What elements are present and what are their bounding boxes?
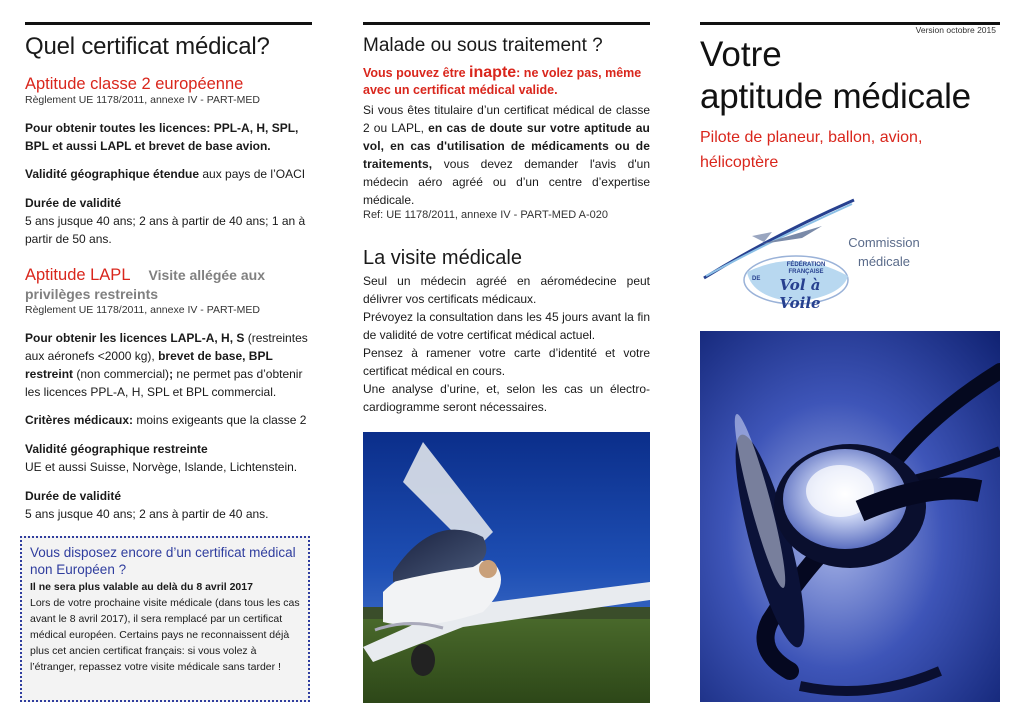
visite-paragraph-4: Une analyse d’urine, et, selon les cas un électro-cardiogramme seront nécessaires.: [363, 382, 650, 414]
lapl-licences-part3: brevet de base, BPL restreint: [25, 349, 273, 381]
lapl-criteres: [25, 411, 325, 429]
section-title-visite: La visite médicale: [363, 247, 522, 269]
cover-title: [700, 34, 1000, 118]
lapl-criteres-value: moins exigeants que la classe 2: [133, 413, 307, 427]
classe2-licences: Pour obtenir toutes les licences: PPL-A, H, SPL, BPL et aussi LAPL et brevet de base avion.: [25, 121, 299, 153]
lapl-licences-part5: ;: [169, 367, 174, 381]
visite-paragraph-3: Pensez à ramener votre carte d’identité et votre certificat médical en cours.: [363, 346, 650, 378]
lapl-licences-part2: (restreintes aux aéronefs <2000 kg),: [25, 331, 308, 363]
malade-ref: Ref: UE 1178/2011, annexe IV - PART-MED A-020: [363, 209, 608, 221]
lapl-licences-part6: ne permet pas d’obtenir les licences PPL-A, H, SPL et BPL commercial.: [25, 367, 303, 399]
classe2-duree-text: 5 ans jusque 40 ans; 2 ans à partir de 40 ans; 1 an à partir de 50 ans.: [25, 214, 306, 246]
lapl-criteres-label: Critères médicaux:: [25, 413, 134, 427]
lapl-regulation: Règlement UE 1178/2011, annexe IV - PART-MED: [25, 304, 261, 316]
classe2-duree-title: Durée de validité: [25, 196, 122, 210]
visite-paragraph-2: Prévoyez la consultation dans les 45 jours avant la fin de validité de votre certificat médical actuel.: [363, 310, 650, 342]
malade-warning-part1: Vous pouvez être: [363, 66, 470, 80]
logo-vol-a-voile: Vol à Voile: [779, 276, 821, 312]
lapl-licences-part1: Pour obtenir les licences LAPL-A, H, S: [25, 331, 245, 345]
version-label: Version octobre 2015: [915, 25, 996, 35]
visite-paragraph-1: Seul un médecin agréé en aéromédecine peut délivrer vos certificats médicaux.: [363, 274, 650, 306]
commission-label: [838, 233, 930, 271]
lapl-duree-text: 5 ans jusque 40 ans; 2 ans à partir de 40 ans.: [25, 507, 269, 521]
classe2-geo: [25, 165, 325, 183]
malade-text-part1: Si vous êtes titulaire d’un certificat médical de classe 2 ou LAPL,: [363, 103, 650, 135]
inset-text: Lors de votre prochaine visite médicale (dans tous les cas avant le 8 avril 2017), il sera remplacé par un certificat médical européen. Certains pays ne reconnaissent déjà plus cet ancien certificat français: si vous volez à l’étranger, repassez votre visite médicale sans tarder !: [30, 597, 300, 673]
lapl-licences: [25, 329, 312, 401]
classe2-geo-label: Validité géographique étendue: [25, 167, 200, 181]
classe2-geo-value: aux pays de l’OACI: [199, 167, 306, 181]
malade-text-part2: vous devez demander l'avis d'un médecin aéro agréé ou d’un centre d’expertise médicale.: [363, 157, 650, 207]
cover-title-line2: aptitude médicale: [700, 77, 971, 116]
stethoscope-photo: [700, 331, 1000, 702]
malade-warning-part2: : ne volez pas, même avec un certificat médical valide.: [363, 66, 642, 97]
section-title-certificat: Quel certificat médical?: [25, 33, 270, 60]
cover-title-line1: Votre: [700, 35, 782, 74]
lapl-geo-title: Validité géographique restreinte: [25, 442, 208, 456]
logo-de: DE: [752, 276, 761, 282]
stethoscope-photo-image: [700, 331, 1000, 702]
commission-line2: médicale: [857, 254, 911, 269]
lapl-subtitle: Visite allégée aux privilèges restreints: [25, 267, 265, 302]
malade-text: [363, 101, 650, 209]
lapl-geo-text: UE et aussi Suisse, Norvège, Islande, Lichtenstein.: [25, 460, 298, 474]
visite-text: [363, 272, 650, 416]
glider-photo-image: [363, 432, 650, 703]
malade-warning: [363, 64, 650, 99]
non-european-certificate-box: [20, 536, 310, 702]
inset-subtitle: Il ne sera plus valable au delà du 8 avril 2017: [30, 581, 253, 593]
cover-subtitle: Pilote de planeur, ballon, avion, hélicoptère: [700, 129, 923, 171]
lapl-licences-part4: (non commercial): [73, 367, 170, 381]
lapl-duree-title: Durée de validité: [25, 489, 122, 503]
classe2-title: Aptitude classe 2 européenne: [25, 75, 244, 93]
column-1-top-rule: [25, 22, 312, 25]
commission-line1: Commission: [848, 235, 920, 250]
inset-title: Vous disposez encore d’un certificat médical non Européen ?: [30, 545, 296, 577]
column-2-top-rule: [363, 22, 650, 25]
glider-photo: [363, 432, 650, 703]
malade-warning-inapte: inapte: [469, 64, 517, 81]
section-title-malade: Malade ou sous traitement ?: [363, 35, 603, 56]
lapl-title: Aptitude LAPL: [25, 266, 131, 284]
classe2-regulation: Règlement UE 1178/2011, annexe IV - PART-MED: [25, 94, 261, 106]
logo-ring-text: FÉDÉRATION FRANÇAISE: [786, 262, 826, 275]
malade-text-bold: en cas de doute sur votre aptitude au vol, en cas d'utilisation de médicaments ou de traitements,: [363, 121, 650, 171]
